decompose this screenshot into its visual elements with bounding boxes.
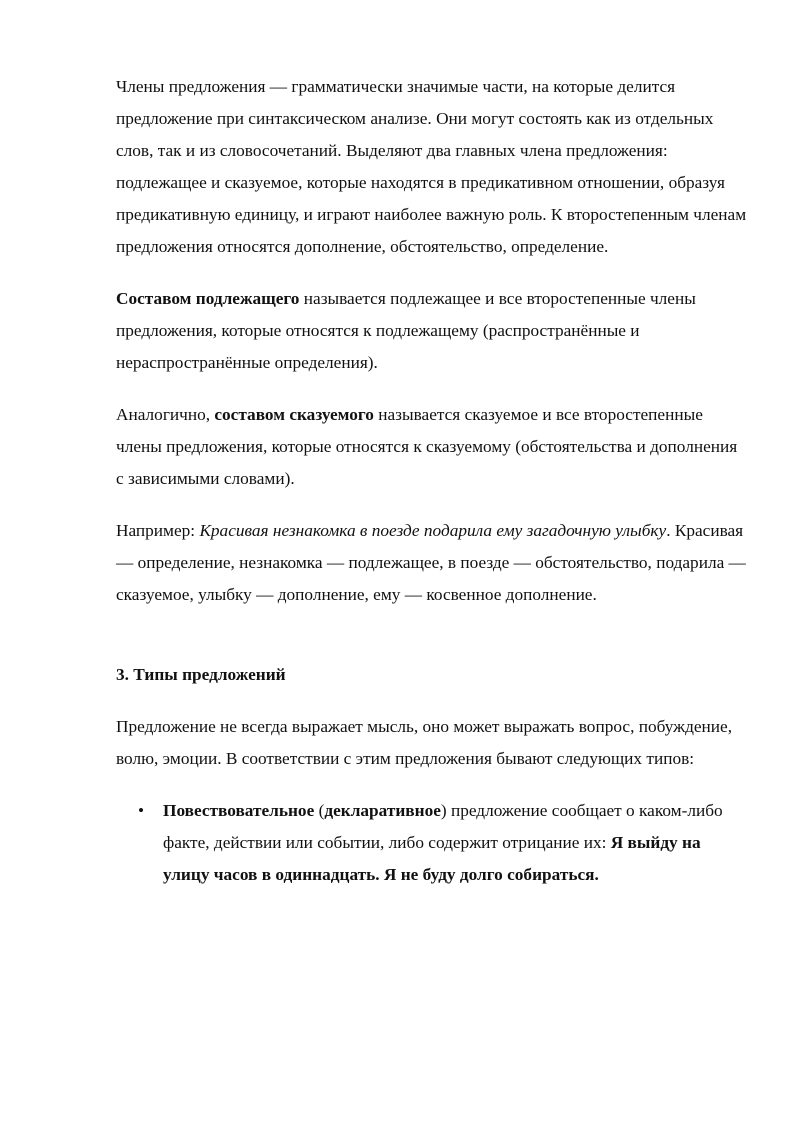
example-sentence-bold: Я выйду на улицу часов в одиннадцать. Я не буду долго собираться. xyxy=(163,833,701,884)
sentence-types-list xyxy=(116,795,748,891)
paragraph-text: Члены предложения — грамматически значимые части, на которые делится предложение при синтаксическом анализе. Они могут состоять как из отдельных слов, так и из словосочетаний. Выделяют два главных члена предложения: подлежащее и сказуемое, которые находятся в предикативном отношении, образуя предикативную единицу, и играют наиболее важную роль. К второстепенным членам предложения относятся дополнение, обстоятельство, определение. xyxy=(116,77,747,256)
document-page xyxy=(116,71,748,891)
term-declarative: Повествовательное xyxy=(163,801,315,820)
paragraph-subject-group xyxy=(116,283,748,379)
term-declarative-alt: декларативное xyxy=(324,801,441,820)
list-item-text: ( xyxy=(314,801,325,820)
paragraph-example xyxy=(116,515,748,611)
bullet-icon: • xyxy=(138,801,145,820)
paragraph-text: называется сказуемое и все второстепенные члены предложения, которые относятся к сказуемому (обстоятельства и дополнения с зависимыми словами). xyxy=(116,405,738,488)
term-subject-group: Составом подлежащего xyxy=(116,289,300,308)
example-sentence: Красивая незнакомка в поезде подарила ему загадочную улыбку xyxy=(199,521,667,540)
paragraph-text: называется подлежащее и все второстепенные члены предложения, которые относятся к подлежащему (распространённые и нераспространённые определения). xyxy=(116,289,696,372)
list-item xyxy=(116,795,748,891)
list-item-text: ) предложение сообщает о каком-либо факте, действии или событии, либо содержит отрицание их: xyxy=(163,801,723,852)
paragraph-members-of-sentence xyxy=(116,71,748,263)
paragraph-text: . Красивая — определение, незнакомка — подлежащее, в поезде — обстоятельство, подарила — сказуемое, улыбку — дополнение, ему — косвенное дополнение. xyxy=(116,521,746,604)
paragraph-predicate-group xyxy=(116,399,748,495)
paragraph-lead: Аналогично, xyxy=(116,405,215,424)
section-intro: Предложение не всегда выражает мысль, оно может выражать вопрос, побуждение, волю, эмоции. В соответствии с этим предложения бывают следующих типов: xyxy=(116,717,733,768)
paragraph-lead: Например: xyxy=(116,521,200,540)
section-heading: 3. Типы предложений xyxy=(116,665,286,684)
term-predicate-group: составом сказуемого xyxy=(214,405,374,424)
